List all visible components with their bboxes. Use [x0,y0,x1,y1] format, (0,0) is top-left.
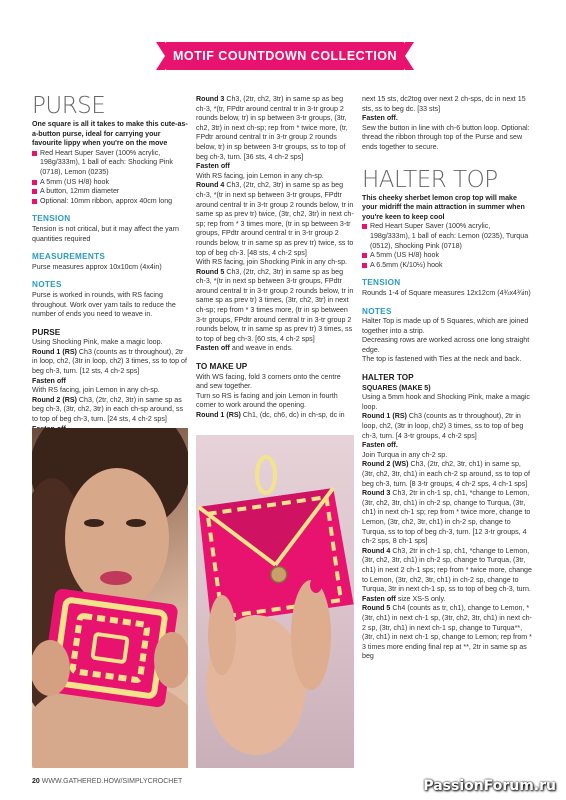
banner-title: MOTIF COUNTDOWN COLLECTION [172,49,398,63]
material-item: Red Heart Super Saver (100% acrylic, 198g/333m), 1 ball of each: Shocking Pink (0718), Lemon (0235) [32,149,188,178]
round-label: Round 4 [196,181,225,190]
round-label: Round 1 (RS) [32,347,77,356]
round-label: Round 5 [362,604,391,613]
round-text: Ch3, 2tr in ch-1 sp, ch1, *change to Lemon, (3tr, ch2, 3tr, ch1) in ch-2 sp, change to Turqua, (3tr, ch1) in next ch-1 sp; rep from * twice more, change to Lemon, (3tr, ch2, 3tr, ch1) in ch-2 sp, change to Turqua, ss to top of beg ch-3, turn. [12 3-tr groups, 4 ch-2 sps, 8 ch-1 sps] [362,489,531,546]
pattern-text: With WS facing, fold 3 corners onto the centre and sew together. [196,372,341,391]
page-footer [32,778,182,785]
round-text: Ch4 (counts as tr, ch1), change to Lemon, *(3tr, ch1) in next ch-1 sp, (3tr, ch2, 3tr, ch1) in next ch-2 sp, (3tr, ch1) in next ch-1 sp, change to Turqua**, (3tr, ch1) in next ch-1 sp, change to Lemon; rep from * 3 times more ending final rep at **, 2tr in same sp as beg [362,604,532,661]
banner-notch-right [405,42,414,70]
column-middle [196,95,354,421]
round-label: Round 1 (RS) [196,411,241,419]
tension-text: Rounds 1-4 of Square measures 12x12cm (4¾x4¾in) [362,288,531,297]
pattern-text: Join Turqua in any ch-2 sp. [362,450,448,459]
fasten-off: Fasten off [362,594,396,603]
column-right [362,95,532,662]
purse-title: PURSE [32,93,106,119]
photo-purse-in-hand [196,435,354,768]
round-text: Ch3, (2tr, ch2, 3tr, ch1) in same sp, (3tr, ch2, 3tr, ch1) in each ch-2 sp around, ss to top of beg ch-3, turn. [8 3-tr groups, 4 ch-2 sps, 4 ch-1 sps] [362,460,530,488]
round-text: Ch3, (2tr, ch2, 3tr) in same sp as beg ch-3, *(tr in next sp between 3-tr groups, FPdtr around central tr in 3-tr group 2 rounds below, tr in same sp as prev tr) 3 times, (3tr, ch2, 3tr) in next ch-sp; rep from * 3 times more, (tr in sp between 3-tr groups, FPdtr around central tr in 3-tr group 2 rounds below, tr in same sp as prev tr) 3 times, ss to top of beg ch-3. [60 sts, 4 ch-2 sps] [196,267,354,343]
halter-intro: This cheeky sherbet lemon crop top will make your midriff the main attraction in summer when you're keen to keep cool [362,193,525,221]
halter-pattern-heading: HALTER TOP [362,373,414,383]
measurements-heading: MEASUREMENTS [32,252,106,262]
purse-pattern-heading: PURSE [32,327,61,337]
banner-notch-left [156,42,165,70]
round-label: Round 2 (WS) [362,460,409,469]
photo-woman-with-purse [32,428,188,768]
round-instruction [362,412,532,441]
fasten-off: Fasten off. [362,441,398,450]
notes-text: Halter Top is made up of 5 Squares, which are joined together into a strip. [362,317,529,335]
purse-materials [32,149,188,207]
round-text: Ch3 (counts as tr throughout), 2tr in loop, ch2, (3tr in loop, ch2) 3 times, ss to top of beg ch-3, turn. [12 sts, 4 ch-2 sps] [32,347,187,376]
round-label: Round 3 [362,489,391,498]
photo-illustration [196,435,354,768]
round-label: Round 1 (RS) [362,412,407,421]
round-instruction [196,268,354,345]
material-item: A 5mm (US H/8) hook [362,251,532,261]
round-text: Ch3 (counts as tr throughout), 2tr in loop, ch2, (3tr in loop, ch2) 3 times, ss to top of beg ch-3, turn. [4 3-tr groups, 4 ch-2 sps] [362,412,524,440]
pattern-text: size XS-S only. [395,594,446,603]
halter-materials [362,222,532,270]
notes-heading: NOTES [32,280,62,290]
material-item: A button, 12mm diameter [32,187,188,197]
pattern-text: With RS facing, join Shocking Pink in any ch-sp. [196,258,348,267]
notes-text: The top is fastened with Ties at the neck and back. [362,355,522,364]
round-text: Ch3, (2tr, ch2, 3tr) in same sp as beg ch-3, *(tr, FPdtr around central tr in 3-tr group 2 rounds below, tr) in sp between 3-tr groups, (3tr, ch2, 3tr) in next ch-sp; rep from * twice more, (tr, FPdtr around central tr in 3-tr group 2 rounds below, tr) in sp between 3-tr groups, ss to top of beg ch-3, turn. [36 sts, 4 ch-2 sps] [196,95,348,161]
pattern-text: Turn so RS is facing and join Lemon in fourth corner to work around the opening. [196,391,338,410]
round-label: Round 4 [362,546,391,555]
notes-text: Decreasing rows are worked across one long straight edge. [362,336,530,354]
watermark: PassionForum.ru [423,778,556,794]
round-label: Round 2 (RS) [32,395,77,404]
tension-text: Tension is not critical, but it may affect the yarn quantities required [32,224,179,243]
material-item: Optional: 10mm ribbon, approx 40cm long [32,197,188,207]
pattern-text: Using a 5mm hook and Shocking Pink, make a magic loop. [362,393,530,411]
page-number: 20 [32,778,40,785]
purse-intro: One square is all it takes to make this cute-as-a-button purse, ideal for carrying your favourite lippy when you're on the move [32,120,188,148]
material-item: Red Heart Super Saver (100% acrylic, 198g/333m), 1 ball of each: Lemon (0235), Turqua (0512), Shocking Pink (0718) [362,222,532,251]
section-banner [165,42,405,70]
round-text: Ch3, (2tr, ch2, 3tr) in same sp as beg ch-3, (3tr, ch2, 3tr) in each ch-sp around, ss to top of beg ch-3, turn. [24 sts, 4 ch-2 sps] [32,395,184,424]
round-instruction [362,604,532,662]
fasten-off: Fasten off [196,344,230,353]
fasten-off: Fasten off [196,162,230,171]
fasten-off: Fasten off [32,376,66,385]
round-instruction [196,411,354,421]
round-instruction [196,95,354,162]
round-instruction [32,348,188,377]
pattern-text: With RS facing, join Lemon in any ch-sp. [32,386,160,395]
make-up-heading: TO MAKE UP [196,362,248,372]
halter-top-title: HALTER TOP [362,166,498,193]
pattern-text: next 15 sts, dc2tog over next 2 ch-sps, dc in next 15 sts, ss to beg dc. [33 sts] [362,95,526,113]
round-label: Round 5 [196,267,225,276]
material-item: A 5mm (US H/8) hook [32,178,188,188]
pattern-text: Using Shocking Pink, make a magic loop. [32,338,163,347]
material-item: A 6.5mm (K/10½) hook [362,261,532,271]
round-instruction [32,396,188,425]
round-instruction [362,547,532,595]
column-left [32,93,188,444]
pattern-text: and weave in ends. [229,344,294,353]
notes-heading: NOTES [362,306,392,316]
tension-heading: TENSION [32,214,71,224]
photo-illustration [32,428,188,768]
notes-text: Purse is worked in rounds, with RS facing throughout. Work over yarn tails to reduce the number of ends you need to weave in. [32,290,176,319]
fasten-off: Fasten off. [362,114,398,123]
round-text: Ch3, (2tr, ch2, 3tr) in same sp as beg ch-3, *(tr in next sp between 3-tr groups, FPdtr around central tr in 3-tr group 2 rounds below, tr in same sp as prev tr) twice, (3tr, ch2, 3tr) in next ch-sp; rep from * 3 times more, (tr in sp between 3-tr groups, FPdtr around central tr in 3-tr group 2 rounds below, tr in same sp as prev tr) twice, ss to top of beg ch-3. [48 sts, 4 ch-2 sps] [196,181,354,257]
round-text: Ch3, 2tr in ch-1 sp, ch1, *change to Lemon, (3tr, ch2, 3tr, ch1) in ch-2 sp, change to Turqua, (3tr, ch1) in next 2 ch-1 sps; rep from * twice more, change to Lemon, (3tr, ch2, 3tr, ch1) in ch-2 sp, change to Turqua, 3tr in next ch-1 sp, ss to top of beg ch-3, turn. [362,546,532,594]
round-label: Round 3 [196,95,225,103]
round-instruction [362,460,532,489]
pattern-text: With RS facing, join Lemon in any ch-sp. [196,171,324,180]
footer-url: WWW.GATHERED.HOW/SIMPLYCROCHET [41,778,183,785]
squares-subheading: SQUARES (MAKE 5) [362,383,431,392]
round-instruction [196,181,354,258]
round-text: Ch1, (dc, ch6, dc) in ch-sp, dc in [240,411,345,419]
round-instruction [362,489,532,547]
measurements-text: Purse measures approx 10x10cm (4x4in) [32,262,162,271]
tension-heading: TENSION [362,278,401,288]
pattern-text: Sew the button in line with ch-6 button loop. Optional: thread the ribbon through top of the Purse and sew ends together to secure. [362,123,530,151]
